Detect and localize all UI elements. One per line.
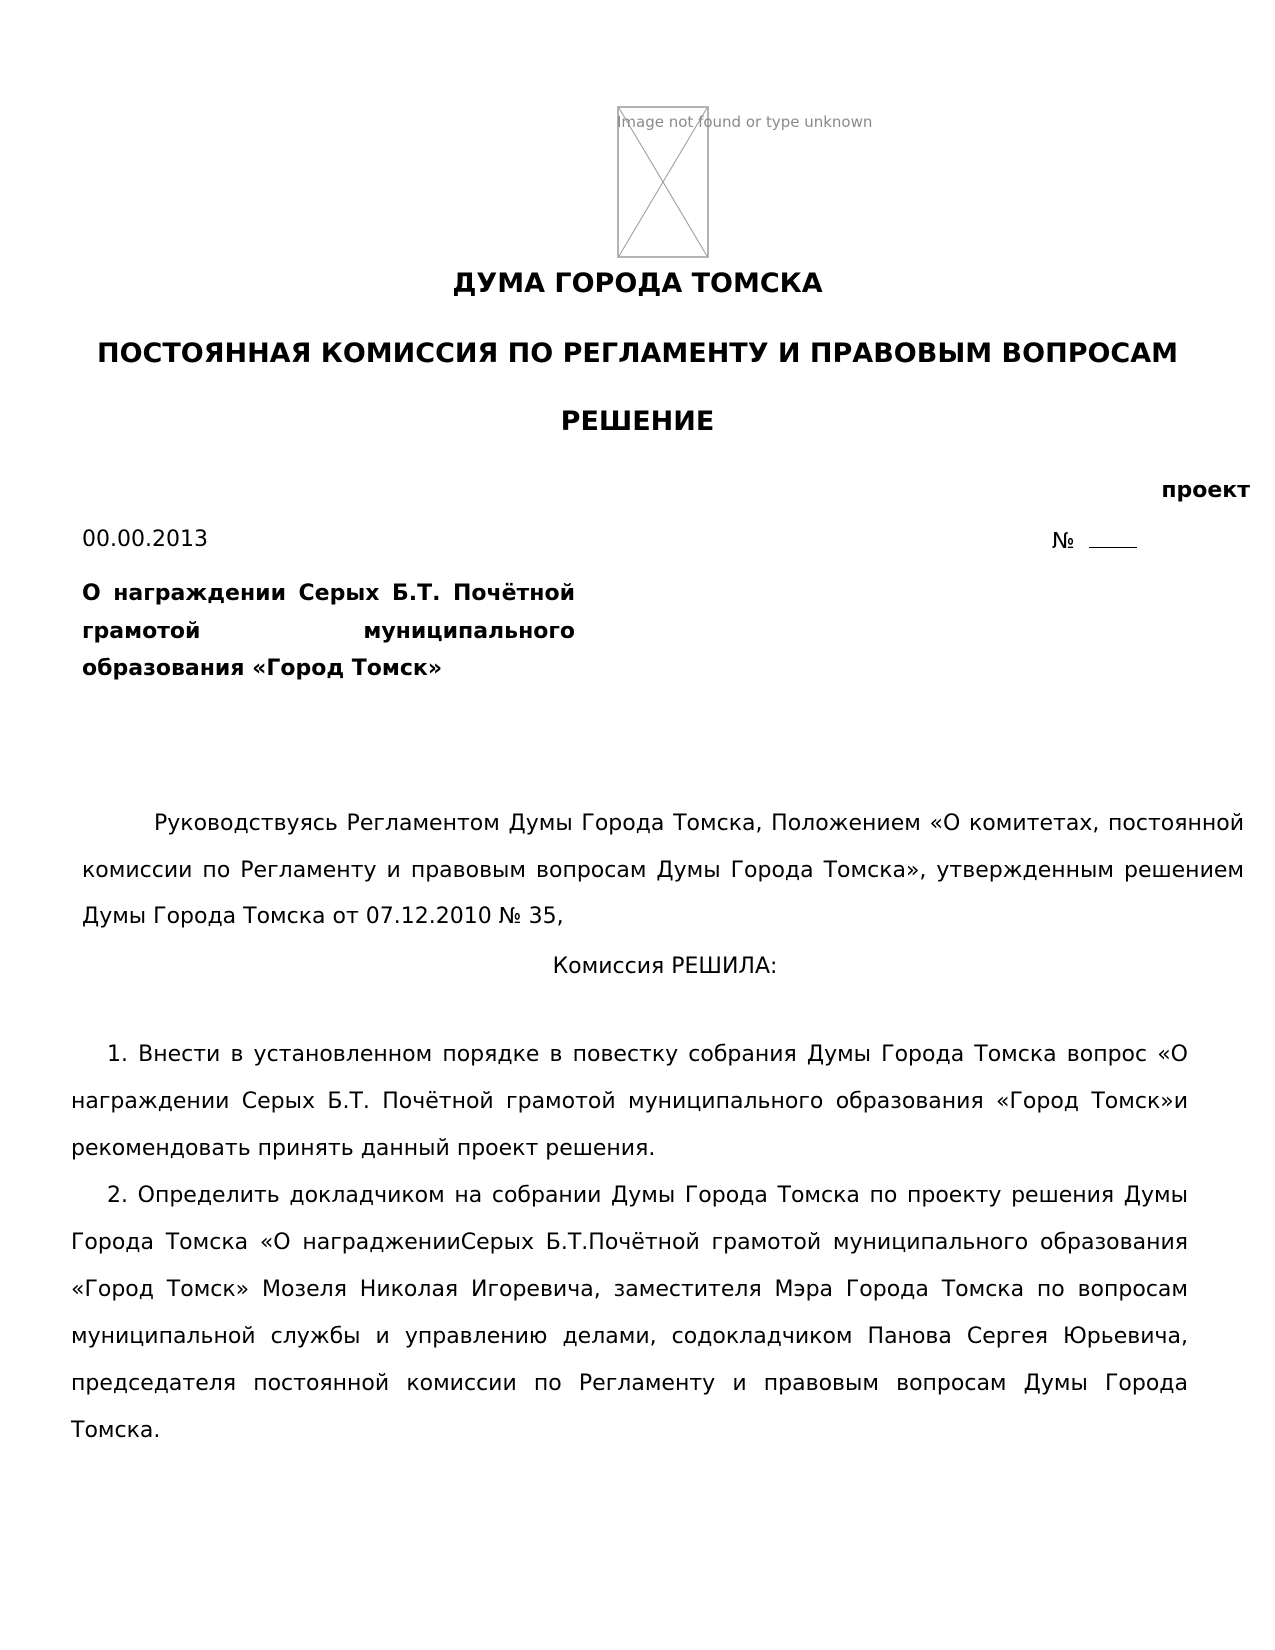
document-number bbox=[1052, 527, 1137, 554]
item-text: Внести в установленном порядке в повестку собрания Думы Города Томска вопрос «О награждении Серых Б.Т. Почётной грамотой муниципального образования «Город Томск»и рекомендовать принять данный проект решения. bbox=[71, 1042, 1188, 1161]
commission-title: ПОСТОЯННАЯ КОМИССИЯ ПО РЕГЛАМЕНТУ И ПРАВОВЫМ ВОПРОСАМ bbox=[96, 338, 1179, 369]
item-number: 1. bbox=[107, 1042, 128, 1067]
document-date: 00.00.2013 bbox=[82, 527, 208, 552]
image-alt-text: Image not found or type unknown bbox=[617, 113, 873, 131]
broken-image-placeholder bbox=[617, 106, 873, 258]
item-text: Определить докладчиком на собрании Думы Города Томска по проекту решения Думы Города Томска «О наградженииСерых Б.Т.Почётной грамотой муниципального образования «Город Томск» Мозеля Николая Игоревича, заместителя Мэра Города Томска по вопросам муниципальной службы и управлению делами, содокладчиком Панова Сергея Юрьевича, председателя постоянной комиссии по Регламенту и правовым вопросам Думы Города Томска. bbox=[71, 1183, 1188, 1443]
item-number: 2. bbox=[107, 1183, 128, 1208]
document-subject: О награждении Серых Б.Т. Почётной грамотой муниципального образования «Город Томск» bbox=[82, 581, 575, 681]
document-type-title: РЕШЕНИЕ bbox=[560, 406, 715, 437]
number-blank-line bbox=[1089, 527, 1137, 548]
preamble-paragraph: Руководствуясь Регламентом Думы Города Томска, Положением «О комитетах, постоянной комиссии по Регламенту и правовым вопросам Думы Города Томска», утвержденным решением Думы Города Томска от 07.12.2010 № 35, bbox=[82, 811, 1244, 929]
resolved-heading: Комиссия РЕШИЛА: bbox=[552, 954, 778, 979]
organization-title: ДУМА ГОРОДА ТОМСКА bbox=[452, 268, 823, 299]
decision-item bbox=[71, 1172, 1188, 1454]
decision-items bbox=[71, 1031, 1188, 1454]
number-label: № bbox=[1052, 529, 1075, 554]
draft-mark: проект bbox=[1161, 478, 1250, 503]
decision-item bbox=[71, 1031, 1188, 1172]
